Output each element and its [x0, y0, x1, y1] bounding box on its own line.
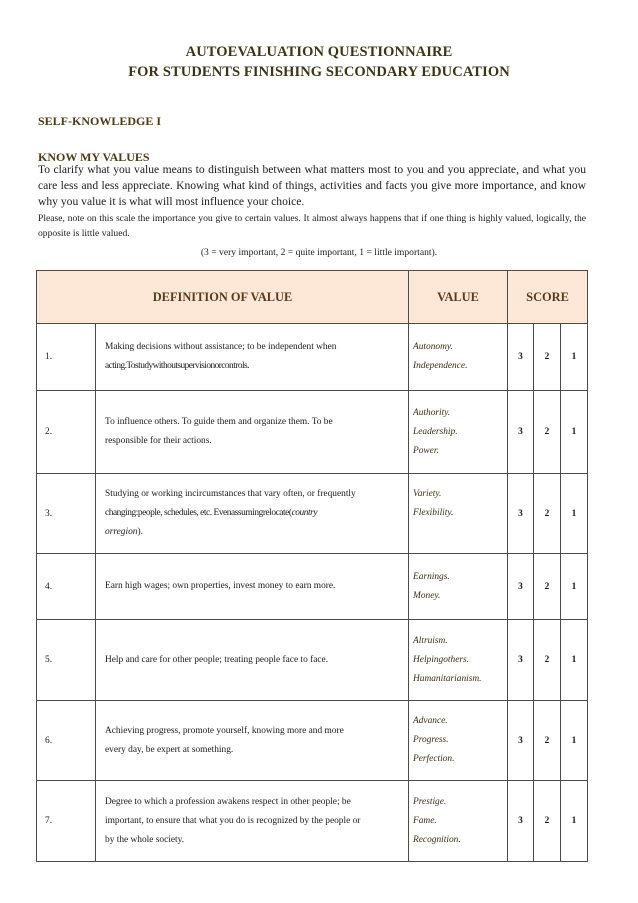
table-row — [37, 620, 588, 701]
score-2[interactable]: 2 — [534, 474, 561, 554]
row-number: 3. — [37, 474, 96, 554]
table-row — [37, 324, 588, 391]
table-row — [37, 781, 588, 862]
score-2[interactable]: 2 — [534, 554, 561, 620]
header-value: VALUE — [409, 271, 508, 324]
value-name: Helpingothers. — [413, 654, 470, 665]
value-name: Perfection. — [413, 754, 455, 764]
value-name: Leadership. — [413, 426, 458, 437]
score-1[interactable]: 1 — [561, 620, 588, 701]
scale-legend: (3 = very important, 2 = quite important, 1 = little important). — [200, 247, 438, 258]
score-2[interactable]: 2 — [534, 620, 561, 701]
value-name: Fame. — [413, 815, 437, 826]
table-row — [37, 474, 588, 554]
row-number: 1. — [37, 324, 96, 391]
table-row — [37, 701, 588, 781]
value-names — [409, 620, 508, 701]
score-3[interactable]: 3 — [508, 554, 534, 620]
value-name: Autonomy. — [413, 342, 453, 352]
definition-line: Achieving progress, promote yourself, knowing more and more — [105, 725, 344, 736]
score-3[interactable]: 3 — [508, 781, 534, 862]
score-2[interactable]: 2 — [534, 781, 561, 862]
score-1[interactable]: 1 — [561, 474, 588, 554]
value-names — [409, 701, 508, 781]
definition-line: changing:people, schedules, etc. Evenassumingrelocate( — [105, 508, 292, 518]
row-number: 6. — [37, 701, 96, 781]
score-1[interactable]: 1 — [561, 391, 588, 474]
score-2[interactable]: 2 — [534, 701, 561, 781]
score-1[interactable]: 1 — [561, 781, 588, 862]
definition-line: every day, be expert at something. — [105, 744, 234, 755]
value-names — [409, 781, 508, 862]
value-definition — [96, 781, 409, 862]
section-heading: SELF-KNOWLEDGE I — [38, 114, 162, 128]
document-title-line-2: FOR STUDENTS FINISHING SECONDARY EDUCATION — [128, 64, 510, 80]
score-2[interactable]: 2 — [534, 324, 561, 391]
value-name: Money. — [413, 590, 441, 601]
value-definition — [96, 554, 409, 620]
score-3[interactable]: 3 — [508, 620, 534, 701]
value-definition — [96, 391, 409, 474]
value-name: Prestige. — [413, 796, 447, 807]
table-row — [37, 391, 588, 474]
value-name: Earnings. — [413, 571, 450, 582]
score-3[interactable]: 3 — [508, 701, 534, 781]
score-3[interactable]: 3 — [508, 474, 534, 554]
value-name: Recognition. — [413, 834, 461, 845]
row-number: 2. — [37, 391, 96, 474]
score-3[interactable]: 3 — [508, 391, 534, 474]
definition-italic: orregion — [105, 527, 138, 537]
definition-line: important, to ensure that what you do is recognized by the people or — [105, 815, 361, 826]
value-name: Authority. — [413, 407, 451, 418]
value-names — [409, 324, 508, 391]
definition-line: Studying or working incircumstances that vary often, or frequently — [105, 489, 356, 499]
definition-line: responsible for their actions. — [105, 436, 212, 446]
header-definition: DEFINITION OF VALUE — [37, 271, 409, 324]
definition-line: Making decisions without assistance; to be independent when — [105, 342, 337, 352]
definition-line: Earn high wages; own properties, invest money to earn more. — [105, 581, 336, 591]
value-name: Variety. — [413, 489, 442, 499]
value-name: Humanitarianism. — [413, 673, 482, 684]
score-1[interactable]: 1 — [561, 554, 588, 620]
definition-line: Help and care for other people; treating people face to face. — [105, 654, 329, 665]
value-name: Independence. — [413, 361, 468, 371]
score-1[interactable]: 1 — [561, 701, 588, 781]
definition-line: by the whole society. — [105, 834, 185, 845]
score-1[interactable]: 1 — [561, 324, 588, 391]
definition-line: acting.Tostudywithoutsupervisionorcontrols. — [105, 361, 249, 371]
value-names — [409, 474, 508, 554]
table-header-row — [37, 271, 588, 324]
row-number: 7. — [37, 781, 96, 862]
instruction-note: Please, note on this scale the importance you give to certain values. It almost always happens that if one thing is highly valued, logically, the opposite is little valued. — [38, 213, 586, 239]
value-name: Advance. — [413, 716, 448, 726]
value-names — [409, 554, 508, 620]
value-definition — [96, 474, 409, 554]
definition-line: Degree to which a profession awakens respect in other people; be — [105, 796, 351, 807]
value-name: Altruism. — [413, 635, 448, 646]
values-table — [36, 270, 588, 862]
value-definition — [96, 701, 409, 781]
row-number: 4. — [37, 554, 96, 620]
row-number: 5. — [37, 620, 96, 701]
section-subheading: KNOW MY VALUES — [38, 150, 150, 164]
definition-italic: country — [291, 508, 318, 518]
value-name: Progress. — [413, 735, 449, 745]
value-definition — [96, 324, 409, 391]
table-row — [37, 554, 588, 620]
header-score: SCORE — [508, 271, 588, 324]
definition-line: ). — [137, 527, 143, 537]
definition-line: To influence others. To guide them and organize them. To be — [105, 417, 333, 427]
document-title-line-1: AUTOEVALUATION QUESTIONNAIRE — [185, 44, 453, 60]
score-3[interactable]: 3 — [508, 324, 534, 391]
value-name: Flexibility. — [413, 508, 454, 518]
value-names — [409, 391, 508, 474]
intro-paragraph: To clarify what you value means to distinguish between what matters most to you and you appreciate, and what you care less and less appreciate. Knowing what kind of things, activities and facts you give more importance, and know why you value it is what will most influence your choice. — [38, 163, 586, 208]
value-definition — [96, 620, 409, 701]
score-2[interactable]: 2 — [534, 391, 561, 474]
value-name: Power. — [413, 445, 439, 456]
